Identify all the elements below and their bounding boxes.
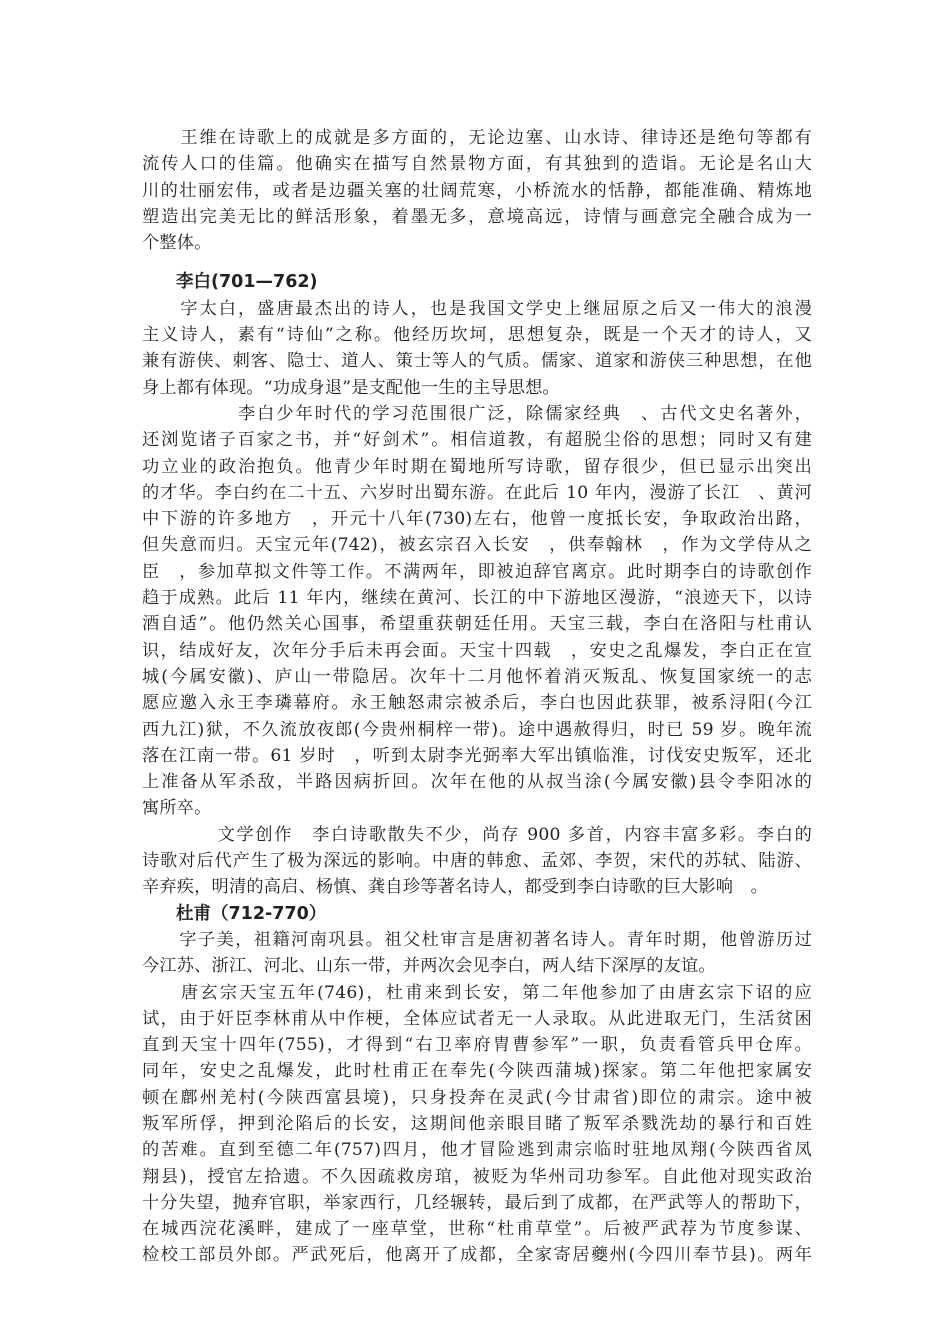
paragraph-wangwei bbox=[142, 125, 812, 256]
text-line: 辛弃疾，明清的高启、杨慎、龚自珍等著名诗人，都受到李白诗歌的巨大影响 。 bbox=[142, 877, 768, 898]
text-line: 西九江)狱，不久流放夜郎(今贵州桐梓一带)。途中遇赦得归，时已 59 岁。晚年流 bbox=[142, 719, 812, 740]
text-line: 叛军所俘，押到沦陷后的长安，这期间他亲眼目睹了叛军杀戮洗劫的暴行和百姓 bbox=[142, 1113, 812, 1134]
text-line: 十分失望，抛弃官职，举家西行，几经辗转，最后到了成都，在严武等人的帮助下， bbox=[142, 1192, 812, 1213]
text-line: 试，由于奸臣李林甫从中作梗，全体应试者无一人录取。从此进取无门，生活贫困 bbox=[142, 1008, 812, 1029]
text-line: 川的壮丽宏伟，或者是边疆关塞的壮阔荒寒，小桥流水的恬静，都能准确、精炼地 bbox=[142, 180, 812, 201]
text-line: 的苦难。直到至德二年(757)四月，他才冒险逃到肃宗临时驻地凤翔(今陕西省凤 bbox=[142, 1140, 812, 1161]
text-line: 身上都有体现。“功成身退”是支配他一生的主导思想。 bbox=[142, 377, 560, 398]
paragraph-libai-literature bbox=[142, 822, 812, 901]
text-line: 字太白，盛唐最杰出的诗人，也是我国文学史上继屈原之后又一伟大的浪漫 bbox=[142, 298, 812, 319]
text-line: 臣 ，参加草拟文件等工作。不满两年，即被迫辞官离京。此时期李白的诗歌创作 bbox=[142, 561, 812, 582]
text-line: 检校工部员外郎。严武死后，他离开了成都，全家寄居夔州(今四川奉节县)。两年 bbox=[142, 1245, 812, 1266]
text-line: 落在江南一带。61 岁时 ，听到太尉李光弼率大军出镇临淮，讨伐安史叛军，还北 bbox=[142, 745, 812, 766]
text-line: 主义诗人，素有“诗仙”之称。他经历坎坷，思想复杂，既是一个天才的诗人，又 bbox=[142, 325, 812, 346]
text-line: 个整体。 bbox=[142, 233, 212, 254]
spacer bbox=[142, 256, 812, 269]
text-line: 唐玄宗天宝五年(746)，杜甫来到长安，第二年他参加了由唐玄宗下诏的应 bbox=[142, 982, 812, 1003]
text-line: 流传人口的佳篇。他确实在描写自然景物方面，有其独到的造诣。无论是名山大 bbox=[142, 154, 812, 175]
text-line: 兼有游侠、刺客、隐士、道人、策士等人的气质。儒家、道家和游侠三种思想，在他 bbox=[142, 351, 812, 372]
text-line: 还浏览诸子百家之书，并“好剑术”。相信道教，有超脱尘俗的思想；同时又有建 bbox=[142, 430, 812, 451]
text-line: 翔县)，授官左拾遗。不久因疏救房琯，被贬为华州司功参军。自此他对现实政治 bbox=[142, 1166, 812, 1187]
text-line: 愿应邀入永王李璘幕府。永王触怒肃宗被杀后，李白也因此获罪，被系浔阳(今江 bbox=[142, 693, 812, 714]
text-line: 寓所卒。 bbox=[142, 798, 212, 819]
text-line: 趋于成熟。此后 11 年内，继续在黄河、长江的中下游地区漫游，“浪迹天下，以诗 bbox=[142, 588, 812, 609]
paragraph-libai-life bbox=[142, 401, 812, 822]
text-line: 字子美，祖籍河南巩县。祖父杜审言是唐初著名诗人。青年时期，他曾游历过 bbox=[142, 929, 812, 950]
text-line: 王维在诗歌上的成就是多方面的，无论边塞、山水诗、律诗还是绝句等都有 bbox=[142, 128, 812, 148]
text-line: 的才华。李白约在二十五、六岁时出蜀东游。在此后 10 年内，漫游了长江 、黄河 bbox=[142, 482, 812, 503]
text-line: 顿在鄜州羌村(今陕西富县境)，只身投奔在灵武(今甘肃省)即位的肃宗。途中被 bbox=[142, 1087, 812, 1108]
text-line: 文学创作 李白诗歌散失不少，尚存 900 多首，内容丰富多彩。李白的 bbox=[142, 824, 812, 845]
text-line: 但失意而归。天宝元年(742)，被玄宗召入长安 ，供奉翰林 ，作为文学侍从之 bbox=[142, 535, 812, 556]
text-line: 上准备从军杀敌，半路因病折回。次年在他的从叔当涂(今属安徽)县令李阳冰的 bbox=[142, 772, 812, 793]
section-heading-dufu: 杜甫（712-770） bbox=[176, 903, 327, 924]
text-line: 同年，安史之乱爆发，此时杜甫正在奉先(今陕西蒲城)探家。第二年他把家属安 bbox=[142, 1061, 812, 1082]
text-line: 李白少年时代的学习范围很广泛，除儒家经典 、古代文史名著外， bbox=[142, 403, 812, 424]
paragraph-dufu-life bbox=[142, 980, 812, 1269]
paragraph-dufu-intro bbox=[142, 927, 812, 980]
paragraph-libai-intro bbox=[142, 296, 812, 401]
text-line: 直到天宝十四年(755)，才得到“右卫率府胄曹参军”一职，负责看管兵甲仓库。 bbox=[142, 1035, 812, 1056]
text-line: 今江苏、浙江、河北、山东一带，并两次会见李白，两人结下深厚的友谊。 bbox=[142, 956, 716, 977]
text-line: 酒自适”。他仍然关心国事，希望重获朝廷任用。天宝三载，李白在洛阳与杜甫认 bbox=[142, 614, 812, 635]
text-line: 识，结成好友，次年分手后未再会面。天宝十四载 ，安史之乱爆发，李白正在宣 bbox=[142, 640, 812, 661]
document-body bbox=[142, 125, 812, 1269]
text-line: 城(今属安徽)、庐山一带隐居。次年十二月他怀着消灭叛乱、恢复国家统一的志 bbox=[142, 666, 812, 687]
text-line: 诗歌对后代产生了极为深远的影响。中唐的韩愈、孟郊、李贺，宋代的苏轼、陆游、 bbox=[142, 851, 812, 872]
text-line: 功立业的政治抱负。他青少年时期在蜀地所写诗歌，留存很少，但已显示出突出 bbox=[142, 456, 812, 477]
text-line: 在城西浣花溪畔，建成了一座草堂，世称“杜甫草堂”。后被严武荐为节度参谋、 bbox=[142, 1219, 812, 1240]
text-line: 塑造出完美无比的鲜活形象，着墨无多，意境高远，诗情与画意完全融合成为一 bbox=[142, 206, 812, 227]
text-line: 中下游的许多地方 ，开元十八年(730)左右，他曾一度抵长安，争取政治出路， bbox=[142, 509, 812, 530]
section-heading-libai: 李白(701—762) bbox=[176, 272, 318, 293]
